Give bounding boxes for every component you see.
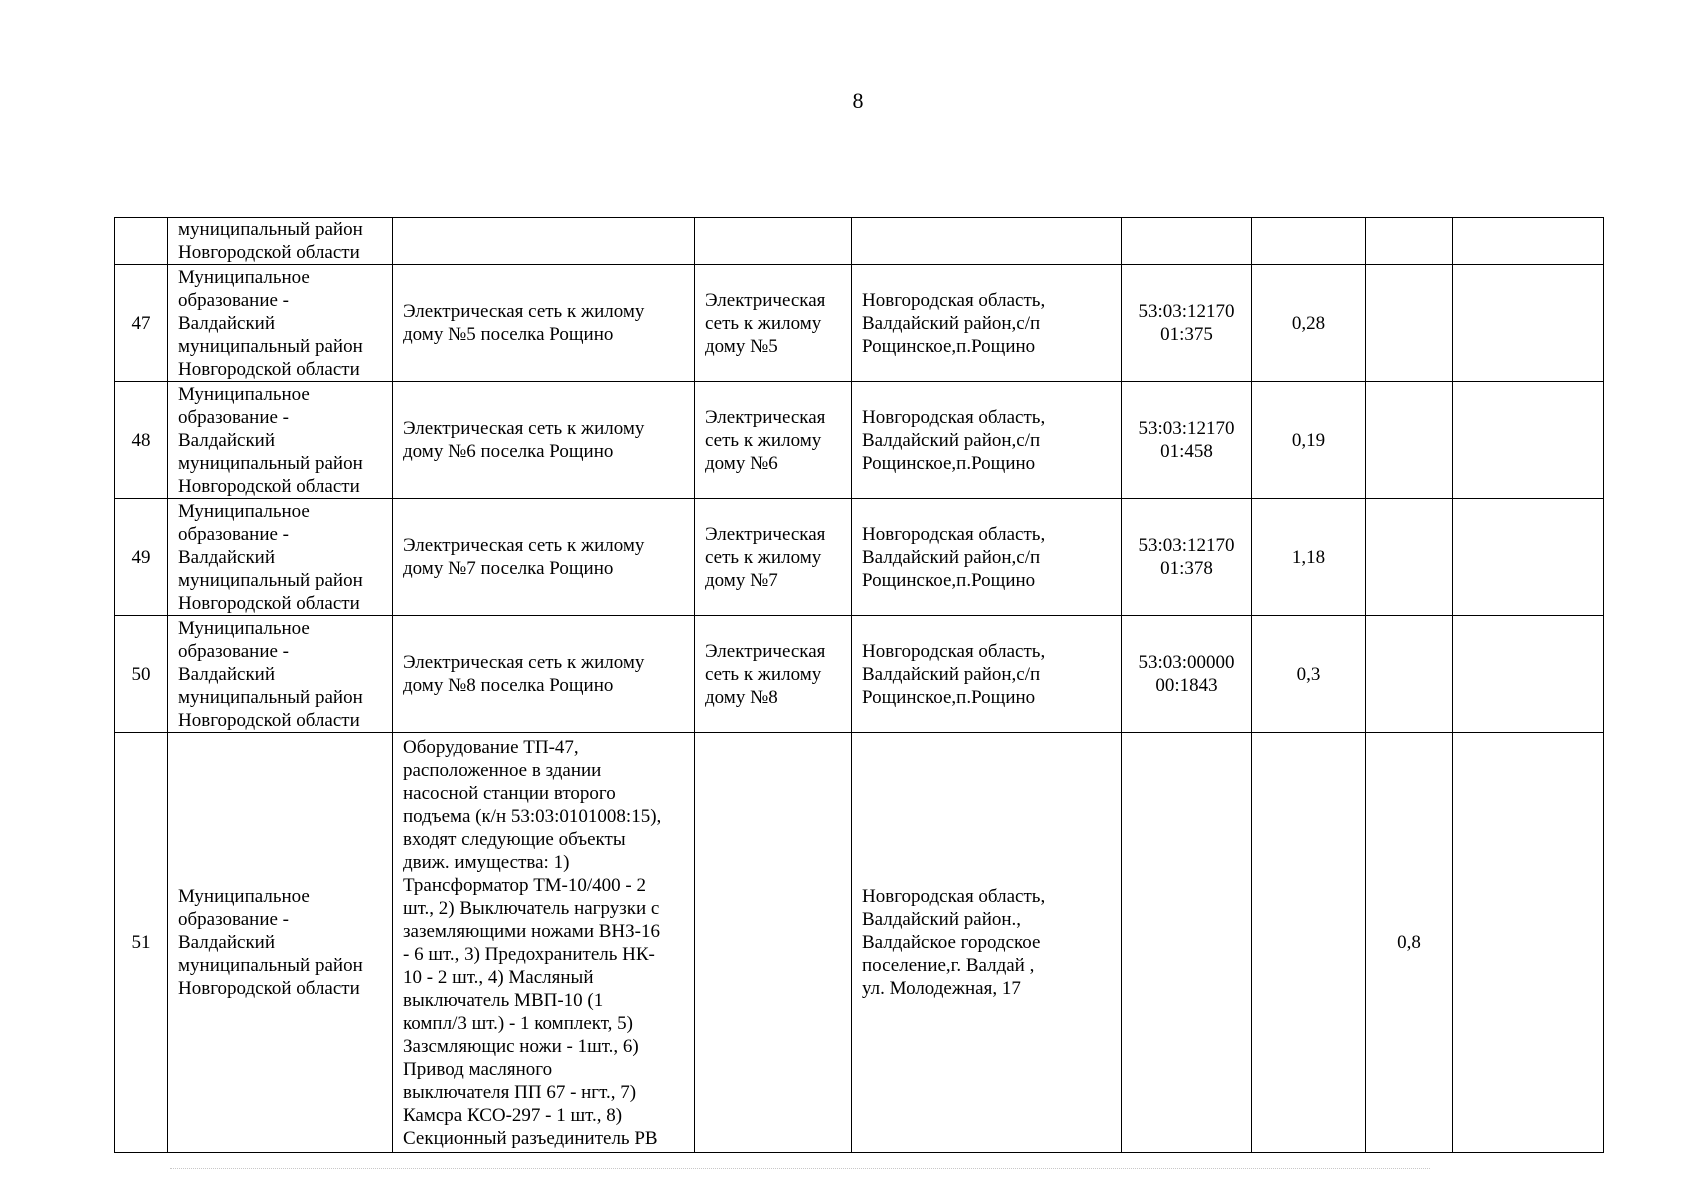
cell-text: 1,18 [1291,546,1326,568]
cell-text-line: дому №7 поселка Рощино [403,558,614,579]
cell-text-line: Муниципальное [178,617,310,639]
cell-text-line: Электрическая сеть к жилому [403,301,645,322]
short-name-cell [695,218,852,265]
cell-text-line: Валдайский район,с/п [862,429,1041,451]
short-name-cell [695,382,852,499]
cell-text-line: Привод масляного [403,1058,553,1080]
row-number-cell [115,382,168,499]
short-name-cell [695,265,852,382]
owner-cell [168,499,393,616]
blank-cell [1453,733,1604,1153]
cell-text-line: сеть к жилому [705,663,822,685]
owner-cell [168,265,393,382]
extra-value-cell [1366,218,1453,265]
cell-text: 0,19 [1291,429,1326,451]
cell-text-line: Секционный разъединитель РВ [403,1127,658,1149]
address-cell [852,265,1122,382]
page-number: 8 [852,88,864,113]
row-number-cell [115,499,168,616]
cell-text: 47 [131,312,151,334]
extra-value-cell [1366,499,1453,616]
cell-text-line: Муниципальное [178,383,310,405]
cell-text-line: Муниципальное [178,266,310,288]
address-cell [852,382,1122,499]
blank-cell [1453,382,1604,499]
cell-text-line: Новгородской области [178,978,360,999]
blank-cell [1453,616,1604,733]
cell-text-line: сеть к жилому [705,429,822,451]
cell-text-line: подъема (к/н 53:03:0101008:15), [403,805,662,827]
cell-text-line: Новгородская область, [862,640,1046,662]
cell-text-line: дому №5 поселка Рощино [403,324,614,345]
address-cell [852,616,1122,733]
cell-text-line: 01:375 [1160,324,1213,345]
value-cell [1252,733,1366,1153]
cell-text-line: Валдайское городское [862,932,1041,953]
cell-text-line: муниципальный район [178,219,363,240]
cell-text-line: Электрическая [705,289,826,311]
extra-value-cell [1366,733,1453,1153]
cell-text-line: Электрическая сеть к жилому [403,652,645,673]
cell-text-line: Валдайский [178,546,276,568]
cell-text-line: Зазсмляющис ножи - 1шт., 6) [403,1035,639,1057]
cadastral-number-cell [1122,733,1252,1153]
cell-text: 0,28 [1291,312,1326,334]
address-cell [852,499,1122,616]
cell-text-line: образование - [178,406,289,428]
cell-text-line: 10 - 2 шт., 4) Масляный [403,966,594,988]
cell-text-line: муниципальный район [178,335,363,357]
extra-value-cell [1366,616,1453,733]
row-number-cell [115,616,168,733]
cell-text-line: Новгородская область, [862,289,1046,311]
cadastral-number-cell [1122,265,1252,382]
cell-text-line: заземляющими ножами ВНЗ-16 [403,920,660,942]
cadastral-number-cell [1122,218,1252,265]
cell-text-line: дому №6 поселка Рощино [403,441,614,462]
cell-text-line: дому №8 [705,686,778,708]
blank-cell [1453,499,1604,616]
cell-text-line: 53:03:12170 [1138,535,1235,556]
cell-text-line: Валдайский район,с/п [862,546,1041,568]
cell-text-line: Валдайский [178,932,276,953]
cell-text-line: Электрическая [705,406,826,428]
cell-text-line: Оборудование ТП-47, [403,736,579,758]
row-number-cell [115,265,168,382]
cell-text-line: 01:458 [1160,441,1213,462]
cell-text-line: Новгородской области [178,709,360,731]
cadastral-number-cell [1122,499,1252,616]
owner-cell [168,382,393,499]
cell-text-line: Валдайский район., [862,909,1022,930]
table-row [115,616,1604,733]
extra-value-cell [1366,382,1453,499]
cell-text-line: Валдайский [178,663,276,685]
cell-text-line: Камсра КСО-297 - 1 шт., 8) [403,1104,623,1126]
cell-text-line: муниципальный район [178,955,363,976]
cell-text-line: дому №7 [705,569,778,591]
cell-text-line: 53:03:12170 [1138,418,1235,439]
cell-text-line: Валдайский район,с/п [862,663,1041,685]
cell-text-line: движ. имущества: 1) [403,851,570,873]
owner-cell [168,733,393,1153]
cell-text-line: Рощинское,п.Рощино [862,569,1036,591]
cell-text-line: 01:378 [1160,558,1213,579]
cell-text-line: муниципальный район [178,686,363,708]
property-registry-table [114,217,1604,1153]
scan-artifact-line [170,1168,1430,1169]
cell-text-line: поселение,г. Валдай , [862,955,1035,976]
cell-text-line: компл/3 шт.) - 1 комплект, 5) [403,1012,633,1034]
address-cell [852,218,1122,265]
cell-text-line: Муниципальное [178,500,310,522]
short-name-cell [695,733,852,1153]
cell-text-line: - 6 шт., 3) Предохранитель НК- [403,943,655,965]
cell-text-line: Электрическая [705,640,826,662]
cell-text-line: 00:1843 [1155,675,1218,696]
cell-text: 49 [131,546,151,568]
object-name-cell [393,382,695,499]
cell-text-line: Новгородской области [178,475,360,497]
cell-text-line: Рощинское,п.Рощино [862,335,1036,357]
value-cell [1252,499,1366,616]
cell-text-line: расположенное в здании [403,759,602,781]
object-name-cell [393,218,695,265]
blank-cell [1453,218,1604,265]
table-body [115,218,1604,1153]
cell-text-line: Рощинское,п.Рощино [862,686,1036,708]
cell-text-line: Валдайский [178,312,276,334]
cell-text-line: выключатель МВП-10 (1 [403,989,604,1011]
owner-cell [168,218,393,265]
cell-text-line: Электрическая [705,523,826,545]
extra-value-cell [1366,265,1453,382]
cell-text-line: Новгородской области [178,592,360,614]
cell-text-line: Новгородская область, [862,523,1046,545]
table-row [115,499,1604,616]
cell-text-line: 53:03:00000 [1138,652,1235,673]
cell-text-line: образование - [178,523,289,545]
row-number-cell [115,218,168,265]
cell-text-line: 53:03:12170 [1138,301,1235,322]
cell-text: 51 [131,932,151,953]
cell-text-line: дому №5 [705,335,778,357]
cadastral-number-cell [1122,382,1252,499]
short-name-cell [695,499,852,616]
cell-text-line: входят следующие объекты [403,828,626,850]
blank-cell [1453,265,1604,382]
cell-text: 50 [131,663,151,685]
cell-text-line: Валдайский [178,429,276,451]
object-name-cell [393,265,695,382]
cell-text: 48 [131,429,151,451]
object-name-cell [393,616,695,733]
cell-text-line: дому №8 поселка Рощино [403,675,614,696]
cell-text-line: выключателя ПП 67 - нгт., 7) [403,1081,637,1103]
address-cell [852,733,1122,1153]
value-cell [1252,616,1366,733]
table-row [115,733,1604,1153]
row-number-cell [115,733,168,1153]
table-row [115,218,1604,265]
cadastral-number-cell [1122,616,1252,733]
cell-text: 0,3 [1296,663,1321,685]
cell-text-line: Электрическая сеть к жилому [403,418,645,439]
cell-text-line: образование - [178,289,289,311]
value-cell [1252,218,1366,265]
short-name-cell [695,616,852,733]
cell-text-line: Муниципальное [178,886,310,907]
table-row [115,382,1604,499]
cell-text-line: дому №6 [705,452,778,474]
cell-text-line: сеть к жилому [705,546,822,568]
cell-text-line: Новгородской области [178,358,360,380]
cell-text-line: муниципальный район [178,569,363,591]
cell-text-line: Электрическая сеть к жилому [403,535,645,556]
cell-text-line: образование - [178,640,289,662]
cell-text-line: Новгородская область, [862,406,1046,428]
value-cell [1252,265,1366,382]
cell-text-line: Трансформатор ТМ-10/400 - 2 [403,874,646,896]
cell-text-line: Новгородской области [178,242,360,263]
owner-cell [168,616,393,733]
cell-text-line: муниципальный район [178,452,363,474]
cell-text-line: насосной станции второго [403,782,616,804]
cell-text-line: Валдайский район,с/п [862,312,1041,334]
cell-text-line: образование - [178,909,289,930]
table-row [115,265,1604,382]
cell-text-line: сеть к жилому [705,312,822,334]
cell-text-line: Новгородская область, [862,886,1046,907]
object-name-cell [393,499,695,616]
value-cell [1252,382,1366,499]
cell-text: 0,8 [1397,932,1421,953]
cell-text-line: ул. Молодежная, 17 [862,978,1021,999]
object-name-cell [393,733,695,1153]
cell-text-line: шт., 2) Выключатель нагрузки с [403,897,660,919]
cell-text-line: Рощинское,п.Рощино [862,452,1036,474]
